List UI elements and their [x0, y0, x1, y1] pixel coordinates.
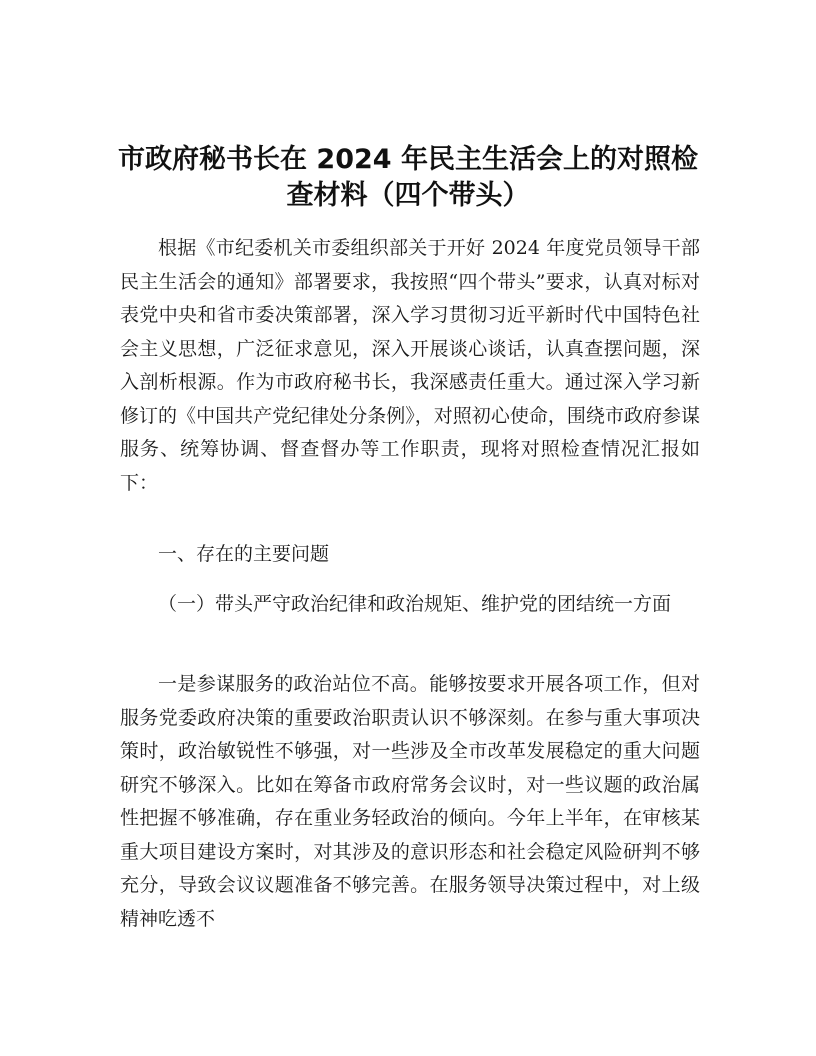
document-title-line-1: 市政府秘书长在 2024 年民主生活会上的对照检 [118, 144, 698, 175]
document-title-line-2: 查材料（四个带头） [286, 180, 530, 211]
body-paragraph-1: 一是参谋服务的政治站位不高。能够按要求开展各项工作，但对服务党委政府决策的重要政治职责认识不够深刻。在参与重大事项决策时，政治敏锐性不够强，对一些涉及全市改革发展稳定的重大问题研究不够深入。比如在筹备市政府常务会议时，对一些议题的政治属性把握不够准确，存在重业务轻政治的倾向。今年上半年，在审核某重大项目建设方案时，对其涉及的意识形态和社会稳定风险研判不够充分，导致会议议题准备不够完善。在服务领导决策过程中，对上级精神吃透不 [120, 673, 700, 930]
subsection-heading: （一）带头严守政治纪律和政治规矩、维护党的团结统一方面 [158, 593, 672, 615]
intro-paragraph: 根据《市纪委机关市委组织部关于开好 2024 年度党员领导干部民主生活会的通知》部署要求，我按照“四个带头”要求，认真对标对表党中央和省市委决策部署，深入学习贯彻习近平新时代中国特色社会主义思想，广泛征求意见，深入开展谈心谈话，认真查摆问题，深入剖析根源。作为市政府秘书长，我深感责任重大。通过深入学习新修订的《中国共产党纪律处分条例》，对照初心使命，围绕市政府参谋服务、统筹协调、督查督办等工作职责，现将对照检查情况汇报如下： [120, 237, 700, 494]
section-heading: 一、存在的主要问题 [158, 543, 330, 565]
